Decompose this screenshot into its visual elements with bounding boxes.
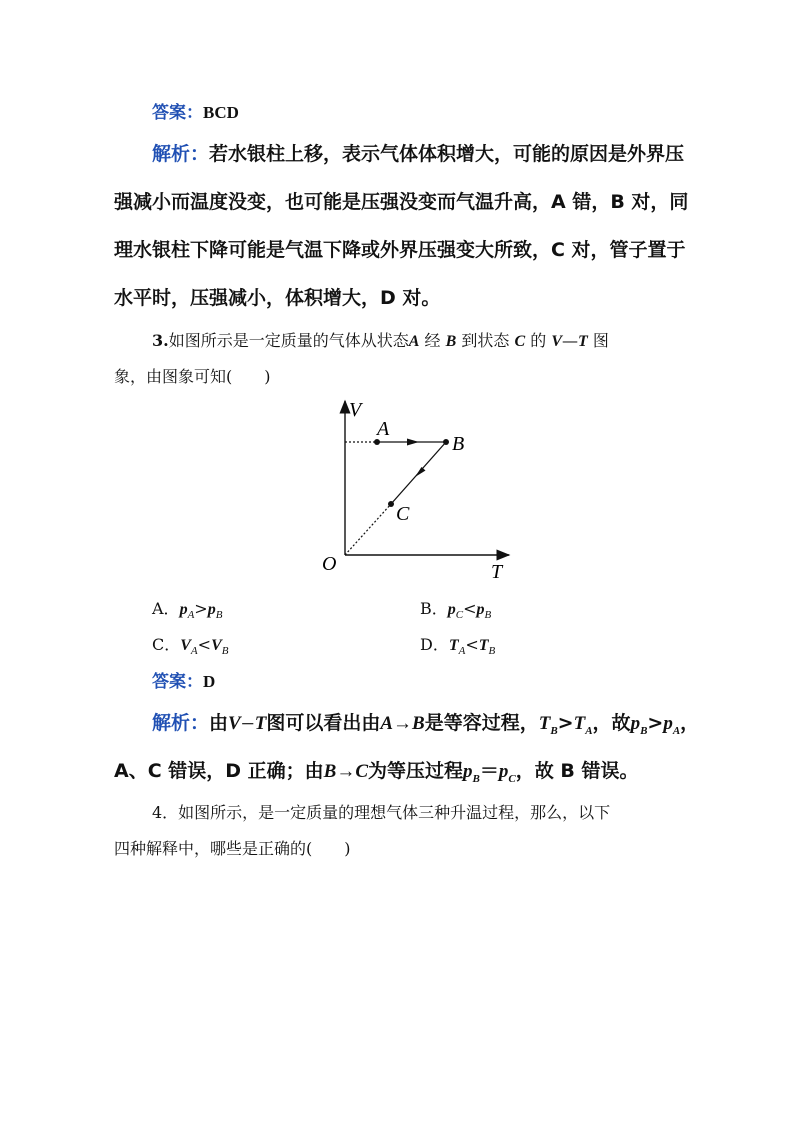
text: A、C 错误，D 正确；由 <box>114 760 324 782</box>
subscript: B <box>550 724 558 737</box>
q2-answer <box>152 98 239 123</box>
subscript: B <box>484 609 492 622</box>
var: p <box>630 713 641 734</box>
q3-stem-line-2: 象，由图象可知( ) <box>114 367 271 386</box>
operator: < <box>463 599 477 618</box>
var: p <box>447 601 456 618</box>
point-b <box>443 439 449 445</box>
answer-value: BCD <box>203 103 239 122</box>
var: T <box>478 637 489 654</box>
analysis-label: 解析： <box>152 712 210 734</box>
text: ＝ <box>479 760 499 782</box>
var: T <box>573 713 586 734</box>
text: > <box>647 712 664 734</box>
subscript: B <box>472 772 480 785</box>
text: － <box>240 717 255 733</box>
var: V <box>228 713 241 734</box>
subscript: B <box>221 645 229 658</box>
var-v: V <box>551 333 563 350</box>
label-c: C <box>396 503 410 525</box>
text: ，故 B 错误。 <box>515 760 639 782</box>
option-a[interactable] <box>152 596 222 621</box>
var: V <box>180 637 191 654</box>
subscript: A <box>458 645 466 658</box>
dotted-guide-c <box>345 504 391 555</box>
subscript: B <box>640 724 648 737</box>
stem-text: 到状态 <box>461 331 510 350</box>
option-b[interactable] <box>420 596 491 621</box>
arrow-a-to-b <box>407 439 419 446</box>
q2-analysis-line-3: 理水银柱下降可能是气温下降或外界压强变大所致，C 对，管子置于 <box>114 239 686 261</box>
option-c[interactable] <box>152 632 228 657</box>
q4-stem-line-2: 四种解释中，哪些是正确的( ) <box>114 839 351 858</box>
point-c <box>388 501 394 507</box>
var: V <box>211 637 222 654</box>
stem-text: 的 <box>530 331 547 350</box>
arrow-b-to-c <box>415 467 426 477</box>
var: p <box>179 601 188 618</box>
stem-text: 经 <box>424 331 441 350</box>
var: p <box>498 761 509 782</box>
axis-label-v: V <box>349 399 362 421</box>
var: p <box>663 713 673 734</box>
var: p <box>463 761 473 782</box>
question-number: 3. <box>152 331 169 350</box>
axis-label-t: T <box>491 561 503 583</box>
q4-stem-line-1: 4．如图所示，是一定质量的理想气体三种升温过程，那么，以下 <box>152 803 611 822</box>
text: ，故 <box>592 712 631 734</box>
answer-label: 答案： <box>152 672 203 692</box>
q3-answer <box>152 667 215 692</box>
var-b: B <box>445 333 457 350</box>
label-b: B <box>452 433 465 455</box>
var-c: C <box>514 333 526 350</box>
operator: > <box>194 599 208 618</box>
subscript: C <box>455 609 464 622</box>
q3-analysis-line-2 <box>114 756 638 785</box>
var: p <box>476 601 485 618</box>
var: A→B <box>380 713 425 734</box>
text: ， <box>680 712 700 734</box>
var-t: T <box>578 333 588 350</box>
stem-text: 如图所示是一定质量的气体从状态 <box>168 331 409 350</box>
var: T <box>448 637 459 654</box>
option-label: C． <box>152 635 181 654</box>
subscript: B <box>488 645 496 658</box>
subscript: A <box>190 645 198 658</box>
var: B→C <box>323 761 369 782</box>
subscript: A <box>585 724 593 737</box>
analysis-text: 若水银柱上移，表示气体体积增大，可能的原因是外界压 <box>209 143 685 165</box>
analysis-label: 解析： <box>152 143 210 165</box>
subscript: B <box>215 609 223 622</box>
option-d[interactable] <box>420 632 495 657</box>
q2-analysis-line-2: 强减小而温度没变，也可能是压强没变而气温升高，A 错，B 对，同 <box>114 191 689 213</box>
label-a: A <box>377 418 390 440</box>
q2-analysis-line-4: 水平时，压强减小，体积增大，D 对。 <box>114 287 441 309</box>
option-label: A． <box>152 599 180 618</box>
answer-label: 答案： <box>152 103 203 123</box>
var: T <box>538 713 551 734</box>
var-a: A <box>408 333 420 350</box>
option-label: D． <box>420 635 449 654</box>
var: T <box>254 713 267 734</box>
q2-analysis-line-1 <box>152 139 684 166</box>
subscript: A <box>672 724 681 737</box>
vt-graph <box>315 393 525 585</box>
dash: — <box>562 331 579 350</box>
text: > <box>557 712 574 734</box>
text: 为等压过程 <box>368 760 464 782</box>
q3-stem-line-1 <box>152 328 609 351</box>
answer-value: D <box>203 672 216 691</box>
subscript: A <box>187 609 195 622</box>
text: 是等容过程， <box>424 712 539 734</box>
stem-text: 图 <box>592 331 609 350</box>
option-label: B． <box>420 599 448 618</box>
q3-analysis-line-1 <box>152 708 699 737</box>
operator: < <box>465 635 479 654</box>
var: p <box>207 601 216 618</box>
text: 图可以看出由 <box>266 712 381 734</box>
subscript: C <box>508 772 516 785</box>
operator: < <box>197 635 212 654</box>
text: 由 <box>209 712 229 734</box>
origin-label: O <box>322 553 337 575</box>
